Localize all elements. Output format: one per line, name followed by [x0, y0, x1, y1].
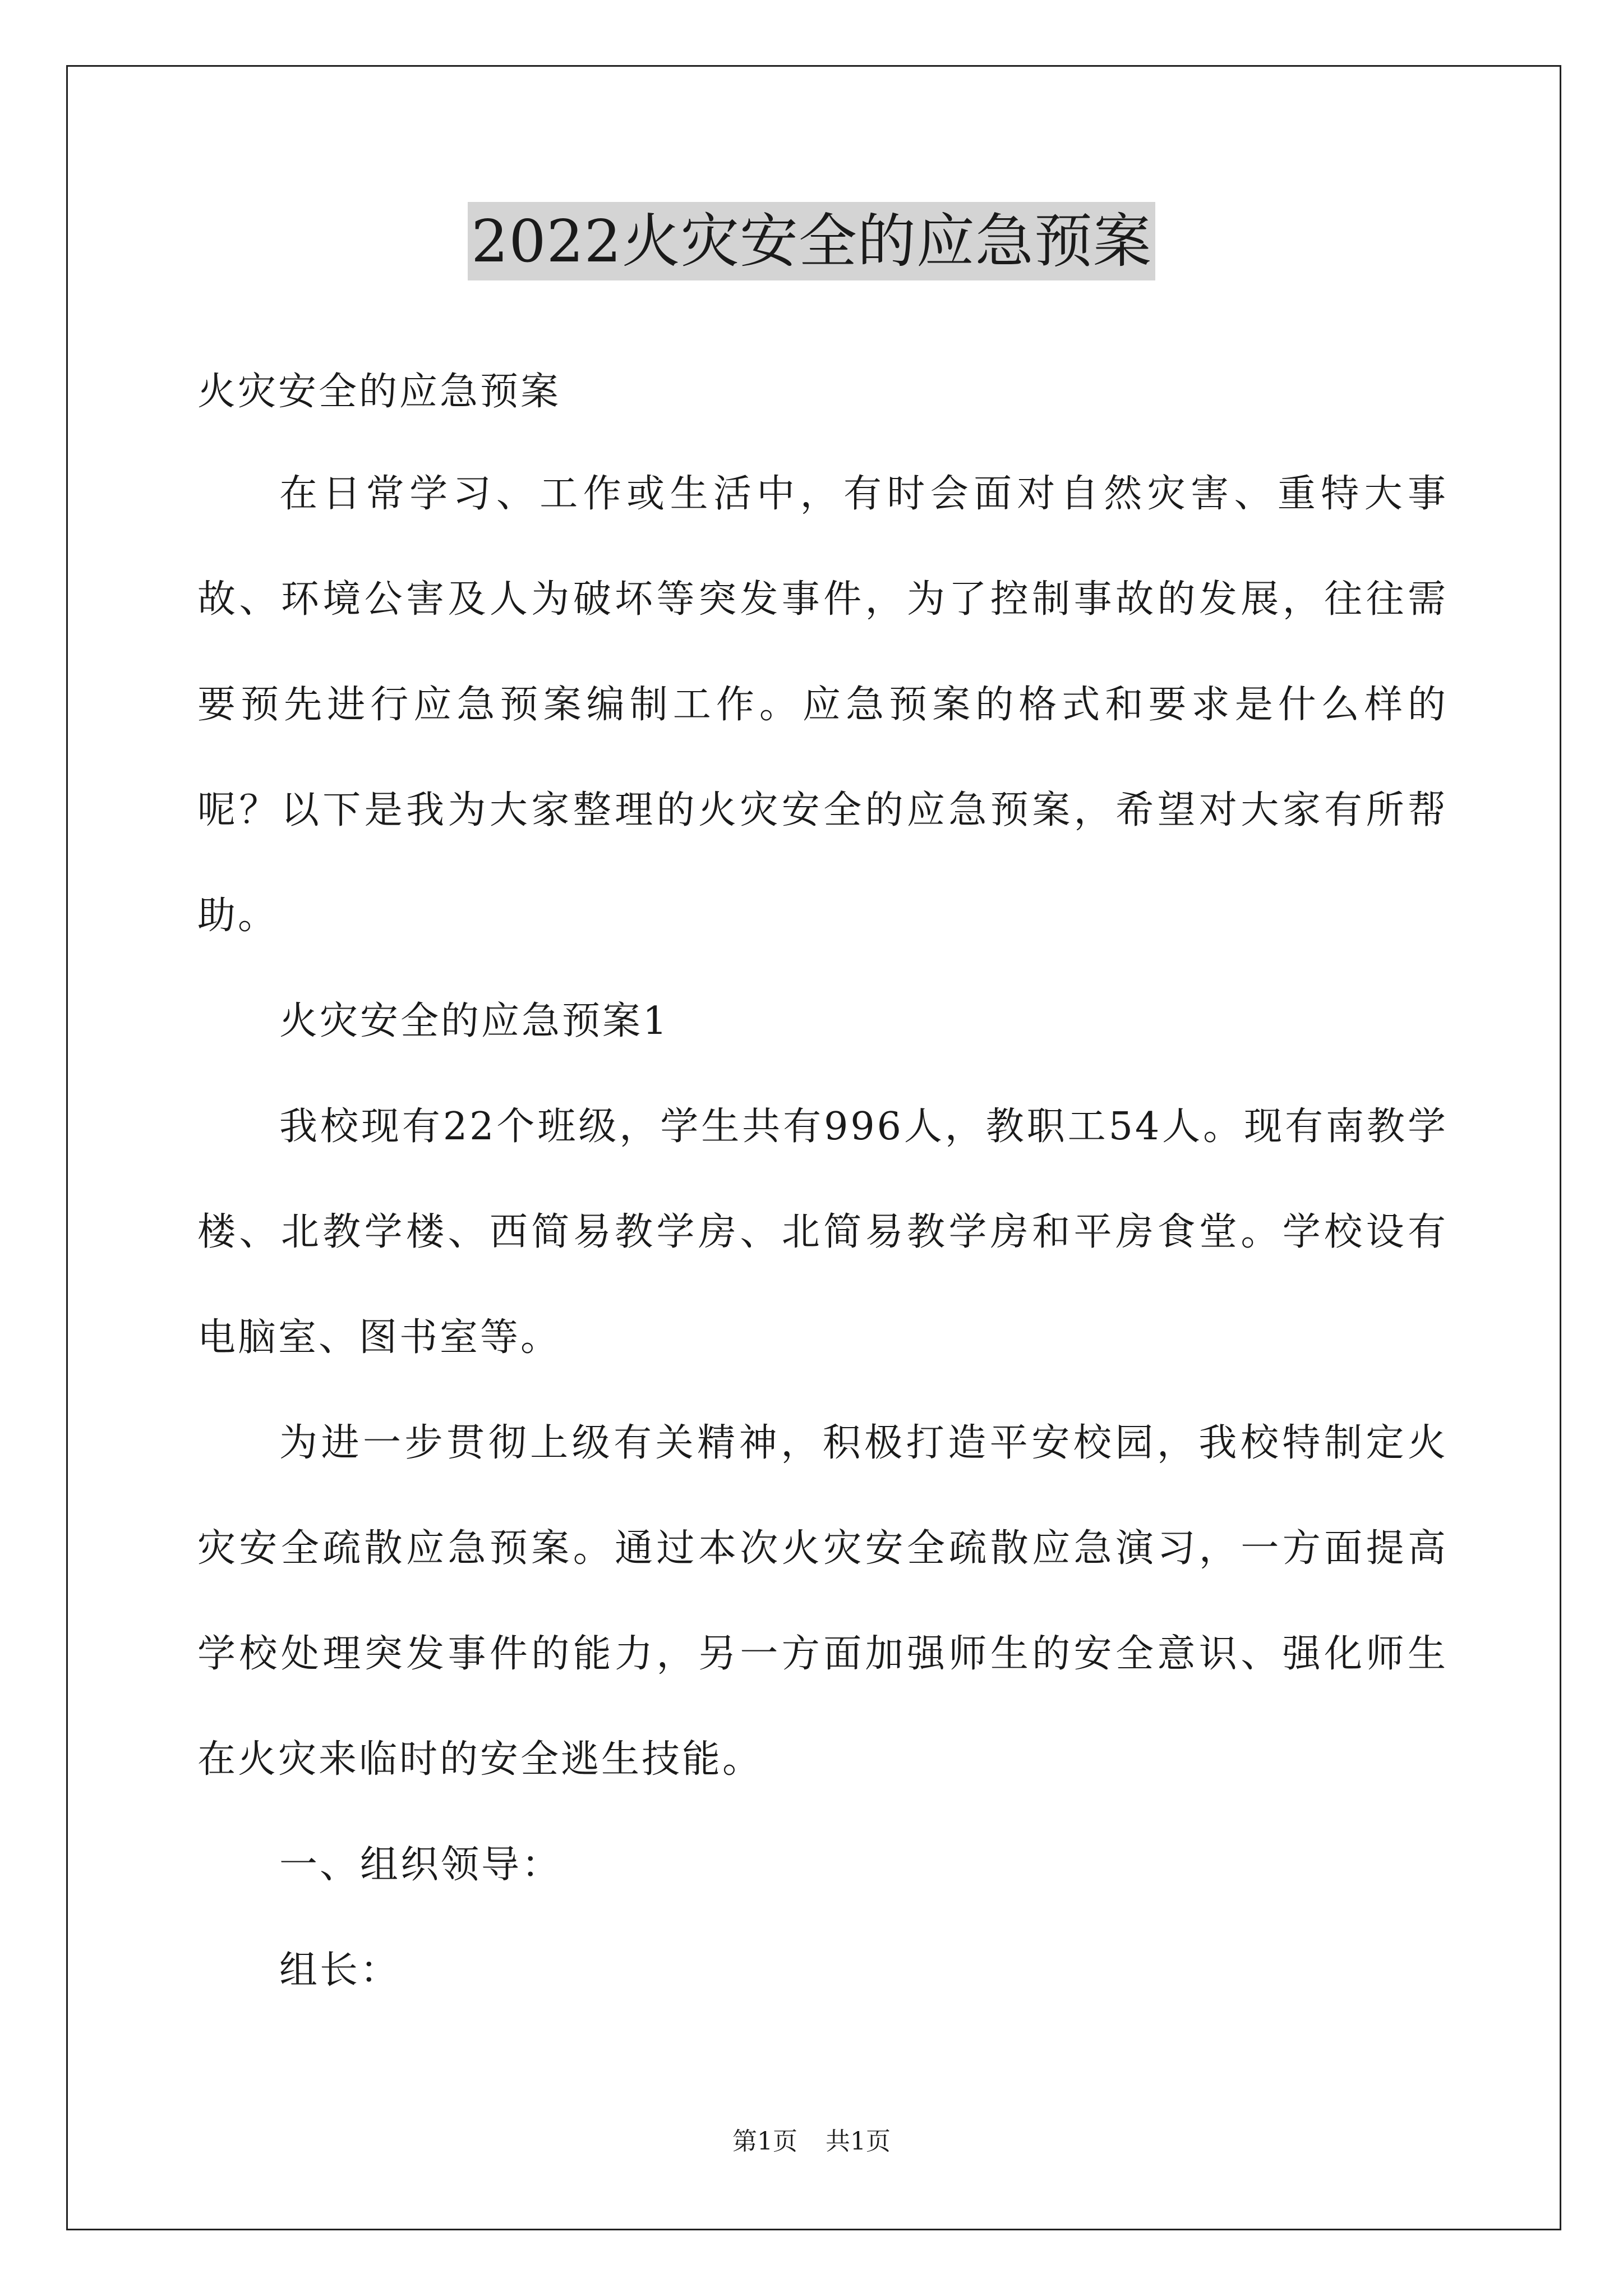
document-subtitle: 火灾安全的应急预案 [197, 370, 561, 414]
document-title: 2022火灾安全的应急预案 [468, 202, 1155, 280]
body-paragraph: 组长： [279, 1948, 401, 1993]
section-heading: 火灾安全的应急预案1 [279, 999, 670, 1043]
intro-block [197, 441, 1448, 969]
intro-paragraph: 在日常学习、工作或生活中，有时会面对自然灾害、重特大事故、环境公害及人为破坏等突发事件，为了控制事故的发展，往往需要预先进行应急预案编制工作。应急预案的格式和要求是什么样的呢？以下是我为大家整理的火灾安全的应急预案，希望对大家有所帮助。 [197, 472, 1448, 938]
page-footer [0, 2125, 1623, 2159]
body-paragraph: 一、组织领导： [279, 1843, 562, 1887]
page-total: 共1页 [826, 2127, 891, 2156]
document-subtitle-block [197, 339, 1448, 445]
body-block [197, 969, 1448, 2023]
page-number: 第1页 [732, 2127, 797, 2156]
body-paragraph: 我校现有22个班级，学生共有996人，教职工54人。现有南教学楼、北教学楼、西简易教学房、北简易教学房和平房食堂。学校设有电脑室、图书室等。 [197, 1105, 1448, 1360]
document-title-row [0, 202, 1623, 280]
body-paragraph: 为进一步贯彻上级有关精神，积极打造平安校园，我校特制定火灾安全疏散应急预案。通过本次火灾安全疏散应急演习，一方面提高学校处理突发事件的能力，另一方面加强师生的安全意识、强化师生在火灾来临时的安全逃生技能。 [197, 1421, 1448, 1782]
